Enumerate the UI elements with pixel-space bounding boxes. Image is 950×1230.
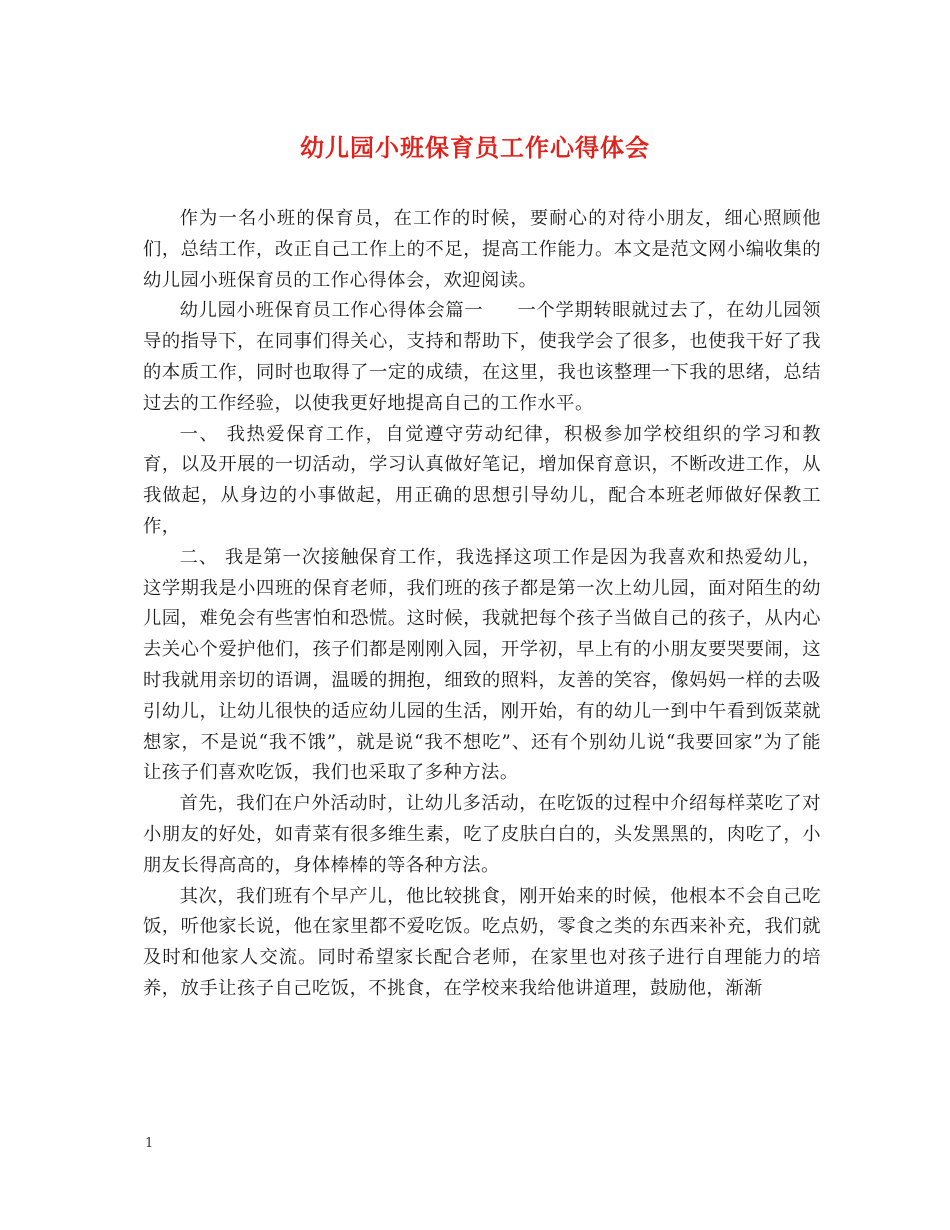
- document-body: [143, 204, 821, 1005]
- paragraph-lead: 幼儿园小班保育员工作心得体会篇一: [179, 300, 484, 322]
- paragraph-item-one: 一、 我热爱保育工作，自觉遵守劳动纪律，积极参加学校组织的学习和教育，以及开展的一切活动，学习认真做好笔记，增加保育意识，不断改进工作，从我做起，从身边的小事做起，用正确的思想引导幼儿，配合本班老师做好保教工作，: [143, 423, 821, 537]
- page-number: 1: [145, 1136, 154, 1151]
- paragraph-text: 一个学期转眼就过去了，在幼儿园领导的指导下，在同事们得关心，支持和帮助下，使我学会了很多，也使我干好了我的本质工作，同时也取得了一定的成绩，在这里，我也该整理一下我的思绪，总结过去的工作经验，以使我更好地提高自己的工作水平。: [143, 300, 821, 414]
- paragraph-item-two: 二、 我是第一次接触保育工作，我选择这项工作是因为我喜欢和热爱幼儿，这学期我是小四班的保育老师，我们班的孩子都是第一次上幼儿园，面对陌生的幼儿园，难免会有些害怕和恐慌。这时候，我就把每个孩子当做自己的孩子，从内心去关心个爱护他们，孩子们都是刚刚入园，开学初，早上有的小朋友要哭要闹，这时我就用亲切的语调，温暖的拥抱，细致的照料，友善的笑容，像妈妈一样的去吸引幼儿，让幼儿很快的适应幼儿园的生活，刚开始，有的幼儿一到中午看到饭菜就想家，不是说“我不饿”，就是说“我不想吃”、还有个别幼儿说“我要回家”为了能让孩子们喜欢吃饭，我们也采取了多种方法。: [143, 546, 821, 784]
- document-title: 幼儿园小班保育员工作心得体会: [300, 133, 650, 162]
- paragraph-intro: 作为一名小班的保育员，在工作的时候，要耐心的对待小朋友，细心照顾他们，总结工作，改正自己工作上的不足，提高工作能力。本文是范文网小编收集的幼儿园小班保育员的工作心得体会，欢迎阅读。: [143, 208, 821, 291]
- paragraph-second: 其次，我们班有个早产儿，他比较挑食，刚开始来的时候，他根本不会自己吃饭，听他家长说，他在家里都不爱吃饭。吃点奶，零食之类的东西来补充，我们就及时和他家人交流。同时希望家长配合老师，在家里也对孩子进行自理能力的培养，放手让孩子自己吃饭，不挑食，在学校来我给他讲道理，鼓励他，渐渐: [143, 885, 821, 999]
- paragraph-first: 首先，我们在户外活动时，让幼儿多活动，在吃饭的过程中介绍每样菜吃了对小朋友的好处，如青菜有很多维生素，吃了皮肤白白的，头发黑黑的，肉吃了，小朋友长得高高的，身体棒棒的等各种方法。: [143, 793, 821, 876]
- paragraph-part-one: [143, 296, 821, 419]
